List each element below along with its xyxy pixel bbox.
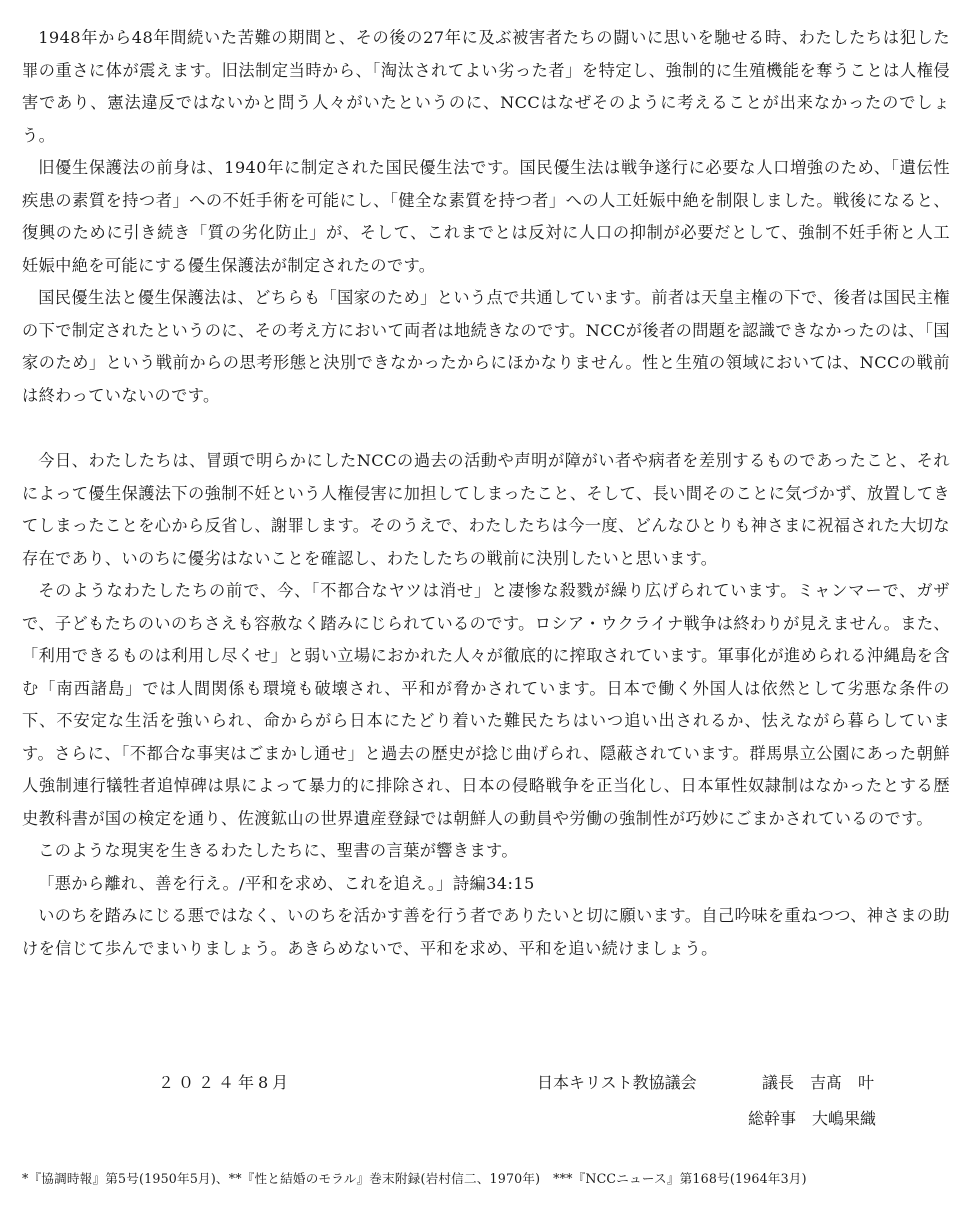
footnote: *『協調時報』第5号(1950年5月)、**『性と結婚のモラル』巻末附録(岩村信二、1970年) ***『NCCニュース』第168号(1964年3月) xyxy=(22,1171,807,1186)
paragraph: そのようなわたしたちの前で、今、「不都合なヤツは消せ」と凄惨な殺戮が繰り広げられています。ミャンマーで、ガザで、子どもたちのいのちさえも容赦なく踏みにじられているのです。ロシア・ウクライナ戦争は終わりが見えません。また、「利用できるものは利用し尽くせ」と弱い立場におかれた人々が徹底的に搾取されています。軍事化が進められる沖縄島を含む「南西諸島」では人間関係も環境も破壊され、平和が脅かされています。日本で働く外国人は依然として劣悪な条件の下、不安定な生活を強いられ、命からがら日本にたどり着いた難民たちはいつ追い出されるか、怯えながら暮らしています。さらに、「不都合な事実はごまかし通せ」と過去の歴史が捻じ曲げられ、隠蔽されています。群馬県立公園にあった朝鮮人強制連行犠牲者追悼碑は県によって暴力的に排除され、日本の侵略戦争を正当化し、日本軍性奴隷制はなかったとする歴史教科書が国の検定を通り、佐渡鉱山の世界遺産登録では朝鮮人の動員や労働の強制性が巧妙にごまかされているのです。 xyxy=(22,581,950,828)
paragraph: このような現実を生きるわたしたちに、聖書の言葉が響きます。 xyxy=(38,841,518,860)
scripture-quote: 「悪から離れ、善を行え。/平和を求め、これを追え。」詩編34:15 xyxy=(38,873,535,893)
signatory-chair: 議長 吉髙 叶 xyxy=(762,1073,875,1092)
paragraph: 国民優生法と優生保護法は、どちらも「国家のため」という点で共通しています。前者は天皇主権の下で、後者は国民主権の下で制定されたというのに、その考え方において両者は地続きなのです。NCCが後者の問題を認識できなかったのは、「国家のため」という戦前からの思考形態と決別できなかったからにほかなりません。性と生殖の領域においては、NCCの戦前は終わっていないのです。 xyxy=(22,288,950,405)
paragraph: 今日、わたしたちは、冒頭で明らかにしたNCCの過去の活動や声明が障がい者や病者を差別するものであったこと、それによって優生保護法下の強制不妊という人権侵害に加担してしまったこと、そして、長い間そのことに気づかず、放置してきてしまったことを心から反省し、謝罪します。そのうえで、わたしたちは今一度、どんなひとりも神さまに祝福された大切な存在であり、いのちに優劣はないことを確認し、わたしたちの戦前に決別したいと思います。 xyxy=(22,451,950,568)
paragraph: 1948年から48年間続いた苦難の期間と、その後の27年に及ぶ被害者たちの闘いに思いを馳せる時、わたしたちは犯した罪の重さに体が震えます。旧法制定当時から、「淘汰されてよい劣った者」を特定し、強制的に生殖機能を奪うことは人権侵害であり、憲法違反ではないかと問う人々がいたというのに、NCCはなぜそのように考えることが出来なかったのでしょう。 xyxy=(22,28,951,145)
section-gap xyxy=(22,412,950,445)
paragraph: 旧優生保護法の前身は、1940年に制定された国民優生法です。国民優生法は戦争遂行に必要な人口増強のため、「遺伝性疾患の素質を持つ者」への不妊手術を可能にし、「健全な素質を持つ者」への人工妊娠中絶を制限しました。戦後になると、復興のために引き続き「質の劣化防止」が、そして、これまでとは反対に人口の抑制が必要だとして、強制不妊手術と人工妊娠中絶を可能にする優生保護法が制定されたのです。 xyxy=(22,158,950,275)
signatory-general-secretary: 総幹事 大嶋果織 xyxy=(748,1109,877,1128)
organization-name: 日本キリスト教協議会 xyxy=(537,1073,697,1092)
statement-date: ２０２４年8月 xyxy=(158,1073,293,1092)
signature-block xyxy=(0,1070,968,1140)
paragraph: いのちを踏みにじる悪ではなく、いのちを活かす善を行う者でありたいと切に願います。自己吟味を重ねつつ、神さまの助けを信じて歩んでまいりましょう。あきらめないで、平和を求め、平和を追い続けましょう。 xyxy=(22,906,950,958)
statement-body xyxy=(22,22,950,965)
